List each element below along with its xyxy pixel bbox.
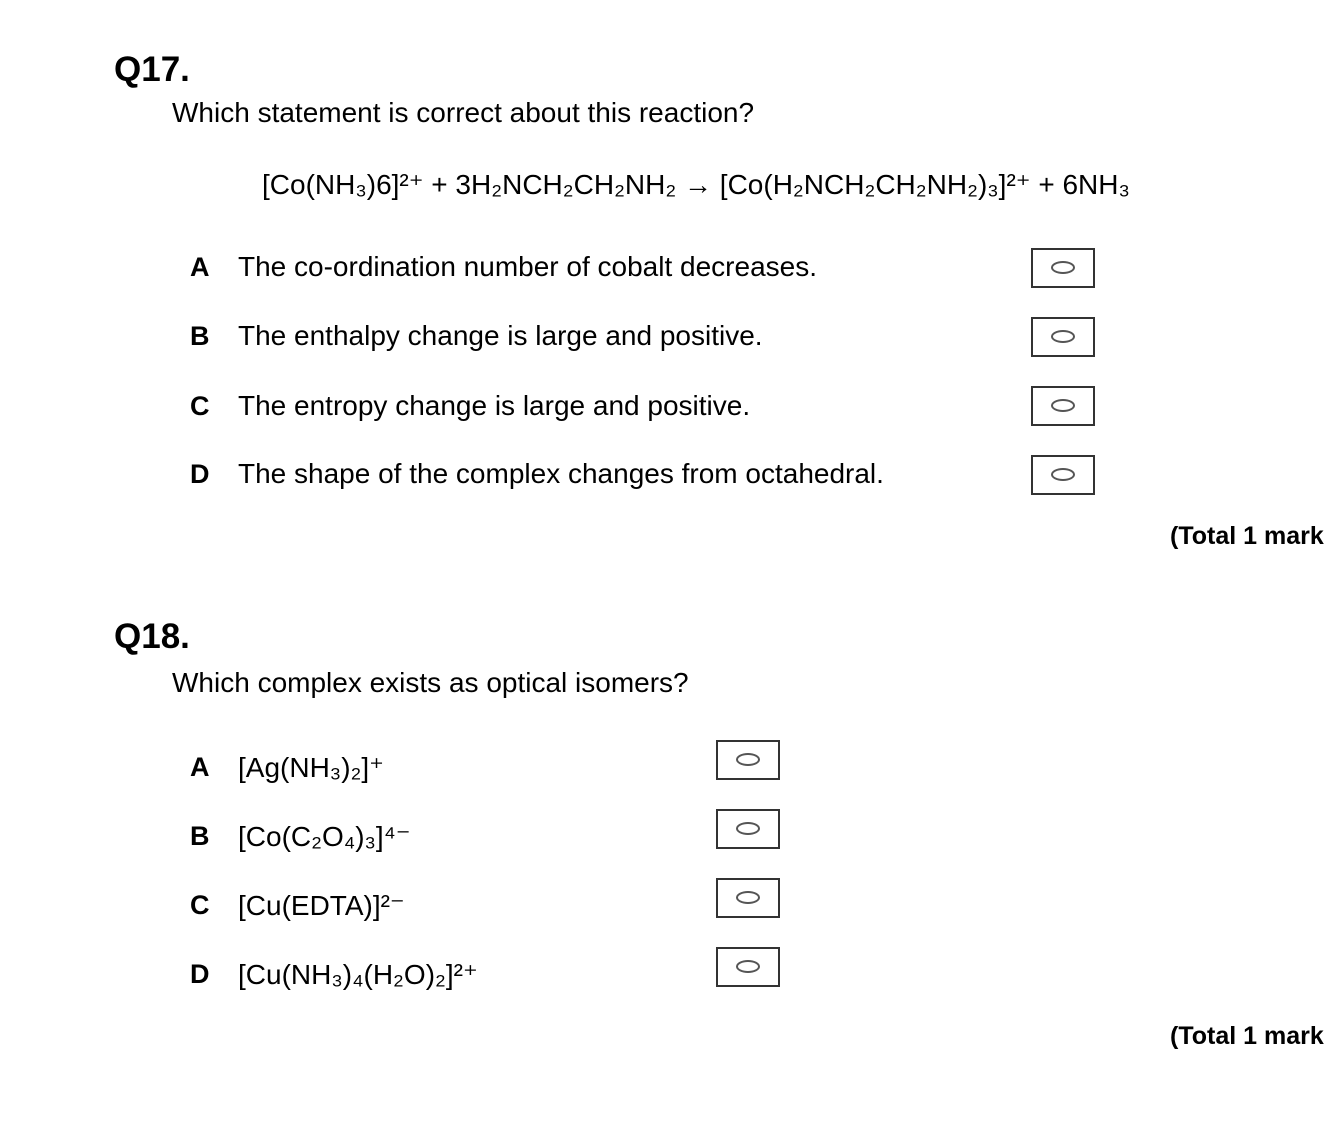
q17-answer-box-c[interactable]	[1031, 386, 1095, 426]
q18-option-a	[190, 745, 384, 789]
q18-answer-box-c[interactable]	[716, 878, 780, 918]
q17-option-c	[190, 384, 750, 428]
q18-answer-box-d[interactable]	[716, 947, 780, 987]
option-text: The shape of the complex changes from octahedral.	[238, 458, 884, 489]
q17-answer-box-b[interactable]	[1031, 317, 1095, 357]
question-number-q17: Q17.	[114, 50, 190, 89]
q17-answer-box-d[interactable]	[1031, 455, 1095, 495]
option-letter: D	[190, 958, 210, 989]
radio-circle-icon	[1051, 468, 1075, 481]
q18-option-c	[190, 883, 405, 927]
q17-option-d	[190, 452, 884, 496]
option-text: The co-ordination number of cobalt decreases.	[238, 251, 817, 282]
question-number-q18: Q18.	[114, 617, 190, 656]
option-letter: A	[190, 251, 210, 282]
radio-circle-icon	[736, 891, 760, 904]
radio-circle-icon	[1051, 330, 1075, 343]
option-letter: B	[190, 820, 210, 851]
total-marks-q18: (Total 1 mark	[1170, 1022, 1324, 1050]
option-letter: C	[190, 889, 210, 920]
radio-circle-icon	[1051, 399, 1075, 412]
reaction-equation: [Co(NH₃)6]²⁺ + 3H₂NCH₂CH₂NH₂ → [Co(H₂NCH₂CH₂NH₂)₃]²⁺ + 6NH₃	[262, 169, 1130, 200]
q17-option-a	[190, 245, 817, 289]
q18-option-d	[190, 952, 478, 996]
option-text: The entropy change is large and positive.	[238, 390, 751, 421]
radio-circle-icon	[1051, 261, 1075, 274]
option-letter: A	[190, 751, 210, 782]
total-marks-q17: (Total 1 mark	[1170, 522, 1324, 550]
radio-circle-icon	[736, 753, 760, 766]
option-text: [Cu(EDTA)]²⁻	[238, 889, 405, 921]
option-letter: B	[190, 320, 210, 351]
option-text: The enthalpy change is large and positive.	[238, 320, 763, 351]
q17-answer-box-a[interactable]	[1031, 248, 1095, 288]
radio-circle-icon	[736, 960, 760, 973]
option-text: [Co(C₂O₄)₃]⁴⁻	[238, 820, 411, 852]
question-stem-q18: Which complex exists as optical isomers?	[172, 667, 689, 698]
option-text: [Cu(NH₃)₄(H₂O)₂]²⁺	[238, 958, 478, 990]
option-letter: C	[190, 390, 210, 421]
q18-answer-box-a[interactable]	[716, 740, 780, 780]
radio-circle-icon	[736, 822, 760, 835]
q18-answer-box-b[interactable]	[716, 809, 780, 849]
question-stem-q17: Which statement is correct about this reaction?	[172, 97, 755, 128]
q17-option-b	[190, 314, 763, 358]
option-letter: D	[190, 458, 210, 489]
option-text: [Ag(NH₃)₂]⁺	[238, 751, 384, 783]
q18-option-b	[190, 814, 411, 858]
